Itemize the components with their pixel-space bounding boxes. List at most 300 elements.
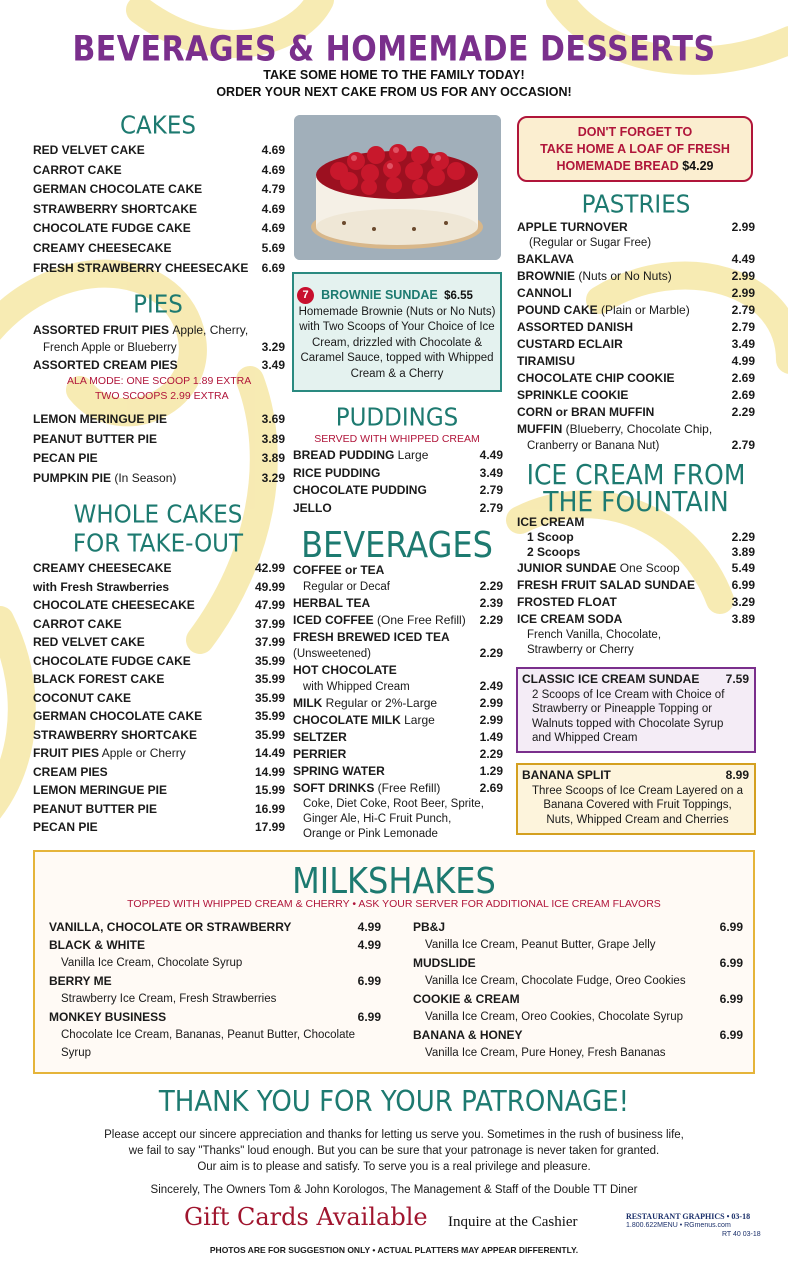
item-name-wrap xyxy=(517,370,675,387)
item-name-wrap xyxy=(33,259,248,279)
milkshake-desc: Vanilla Ice Cream, Chocolate Syrup xyxy=(61,957,243,969)
milkshake-item xyxy=(413,1026,743,1044)
bread-line-2: TAKE HOME A LOAF OF FRESH xyxy=(540,142,730,156)
item-price: 4.99 xyxy=(731,354,755,368)
brownie-price: $6.55 xyxy=(444,290,473,302)
list-item xyxy=(33,781,285,800)
item-note: (In Season) xyxy=(111,470,177,485)
milkshake-item xyxy=(49,1008,381,1026)
item-name-wrap xyxy=(33,763,108,782)
ala-mode-note: ALA MODE: ONE SCOOP 1.89 EXTRA xyxy=(67,375,252,387)
item-name: STRAWBERRY SHORTCAKE xyxy=(33,201,198,216)
printer-contact: 1.800.622MENU • RGmenus.com xyxy=(626,1222,731,1229)
list-item xyxy=(293,712,503,729)
item-note: Apple or Cherry xyxy=(99,746,186,760)
item-price: 4.69 xyxy=(261,143,285,157)
pastries-heading: PASTRIES xyxy=(581,190,691,220)
item-price: 1.49 xyxy=(479,730,503,744)
item-price: 14.49 xyxy=(254,746,285,760)
list-item xyxy=(33,689,285,708)
item-name-wrap xyxy=(33,180,202,200)
item-name-wrap xyxy=(517,319,633,336)
list-item xyxy=(293,482,503,500)
item-name: MUFFIN xyxy=(517,422,563,436)
item-name-wrap xyxy=(33,818,98,837)
item-note: Large xyxy=(400,713,435,727)
list-item xyxy=(33,652,285,671)
thank-you-heading: THANK YOU FOR YOUR PATRONAGE! xyxy=(158,1085,630,1119)
puddings-heading: PUDDINGS xyxy=(335,403,459,433)
list-item xyxy=(33,670,285,689)
milkshake-item xyxy=(413,954,743,972)
item-price: 2.99 xyxy=(731,220,755,234)
pies-list xyxy=(33,322,285,488)
item-name: BROWNIE xyxy=(517,269,575,283)
header-line-2: ORDER YOUR NEXT CAKE FROM US FOR ANY OCCASION! xyxy=(216,85,572,99)
item-price: 35.99 xyxy=(254,672,285,686)
list-item xyxy=(33,615,285,634)
list-item xyxy=(517,545,755,560)
item-price: 2.29 xyxy=(479,747,503,761)
item-name-wrap xyxy=(293,447,428,465)
item-price: 2.29 xyxy=(731,405,755,419)
list-item xyxy=(293,465,503,483)
item-price: 2.49 xyxy=(479,679,503,693)
header-line-1: TAKE SOME HOME TO THE FAMILY TODAY! xyxy=(263,68,525,82)
list-item xyxy=(33,559,285,578)
item-price: 2.69 xyxy=(731,388,755,402)
milkshake-price: 4.99 xyxy=(357,938,381,952)
item-name: CREAMY CHEESECAKE xyxy=(33,561,172,575)
list-item xyxy=(293,578,503,595)
milkshake-item xyxy=(413,990,743,1008)
list-item xyxy=(517,421,755,437)
gift-cards-heading: Gift Cards Available xyxy=(184,1203,428,1231)
banana-split-box xyxy=(516,763,756,835)
item-price: 35.99 xyxy=(254,709,285,723)
list-item xyxy=(293,447,503,465)
item-name-wrap xyxy=(517,353,575,370)
item-price: 2.79 xyxy=(731,303,755,317)
list-item xyxy=(517,594,755,611)
item-name: COFFEE or TEA xyxy=(293,563,385,577)
item-price: 3.49 xyxy=(479,465,503,480)
milkshake-name: MONKEY BUSINESS xyxy=(49,1010,167,1024)
item-name-wrap xyxy=(33,596,195,615)
item-note: (Free Refill) xyxy=(374,781,441,795)
item-note: with Whipped Cream xyxy=(303,681,410,693)
whole-cakes-heading-2: FOR TAKE-OUT xyxy=(72,529,244,559)
item-price: 35.99 xyxy=(254,690,285,705)
brownie-sundae-box xyxy=(292,272,502,392)
bread-callout xyxy=(517,116,753,182)
pies-heading: PIES xyxy=(133,290,183,320)
item-name-wrap xyxy=(293,482,427,500)
item-name-wrap xyxy=(33,707,202,726)
milkshake-desc: Vanilla Ice Cream, Peanut Butter, Grape Jelly xyxy=(425,939,656,951)
list-item xyxy=(293,500,503,518)
milkshake-desc: Strawberry Ice Cream, Fresh Strawberries xyxy=(61,993,277,1005)
item-name-wrap xyxy=(33,578,169,597)
item-name: TIRAMISU xyxy=(517,354,575,368)
list-item xyxy=(33,430,285,450)
bread-line-3: HOMEMADE BREAD xyxy=(556,159,679,173)
thank-you-line-1: Please accept our sincere appreciation and thanks for letting us serve you. Sometimes in the rush of business life, xyxy=(104,1129,684,1141)
item-name-wrap xyxy=(517,251,574,268)
item-note: (Plain or Marble) xyxy=(597,303,690,317)
item-price: 3.49 xyxy=(261,358,285,372)
list-item xyxy=(517,611,755,628)
item-name: ASSORTED CREAM PIES xyxy=(33,358,178,372)
list-item xyxy=(33,219,285,239)
two-scoops-note: TWO SCOOPS 2.99 EXTRA xyxy=(95,390,229,402)
list-item xyxy=(33,239,285,259)
item-price: 4.69 xyxy=(261,201,285,216)
milkshake-item xyxy=(49,972,381,990)
list-item xyxy=(33,469,285,489)
page-title: BEVERAGES & HOMEMADE DESSERTS xyxy=(72,29,716,70)
milkshake-desc: Chocolate Ice Cream, Bananas, Peanut Butter, Chocolate Syrup xyxy=(61,1029,356,1059)
list-item xyxy=(517,251,755,268)
list-item xyxy=(293,595,503,612)
item-name: CHOCOLATE CHIP COOKIE xyxy=(517,371,675,385)
item-name: CARROT CAKE xyxy=(33,162,122,177)
item-note: Large xyxy=(394,448,429,462)
pastries-list xyxy=(517,219,755,454)
list-item xyxy=(517,387,755,404)
item-price: 3.69 xyxy=(261,412,285,426)
item-name: CHOCOLATE CHEESECAKE xyxy=(33,598,195,612)
item-name: BAKLAVA xyxy=(517,252,574,266)
item-note: Apple, Cherry, xyxy=(172,323,249,337)
milkshake-desc: Vanilla Ice Cream, Chocolate Fudge, Oreo Cookies xyxy=(425,975,686,987)
classic-title: CLASSIC ICE CREAM SUNDAE xyxy=(522,672,700,686)
list-item xyxy=(33,180,285,200)
item-name: POUND CAKE xyxy=(517,303,598,317)
item-price: 4.79 xyxy=(261,182,285,197)
whole-cakes-heading: WHOLE CAKES xyxy=(73,500,243,530)
item-price: 42.99 xyxy=(254,561,285,575)
item-name: 2 Scoops xyxy=(527,545,581,559)
milkshake-name: BLACK & WHITE xyxy=(49,938,145,952)
item-price: 2.99 xyxy=(731,269,755,283)
item-name: LEMON MERINGUE PIE xyxy=(33,783,168,797)
gift-cards-sub: Inquire at the Cashier xyxy=(448,1214,578,1230)
soft-drinks-sub-2: Ginger Ale, Hi-C Fruit Punch, xyxy=(303,813,452,825)
milkshakes-right-column xyxy=(413,918,743,1062)
list-item xyxy=(517,336,755,353)
item-name: MILK xyxy=(293,696,323,710)
list-item xyxy=(517,577,755,594)
list-item xyxy=(517,437,755,454)
thank-you-line-2: we fail to say "Thanks" loud enough. But you can be sure that your patronage is never taken for granted. xyxy=(128,1145,660,1157)
milkshakes-note: TOPPED WITH WHIPPED CREAM & CHERRY • ASK YOUR SERVER FOR ADDITIONAL ICE CREAM FLAVORS xyxy=(127,898,661,910)
item-price: 4.49 xyxy=(731,252,755,266)
list-item xyxy=(517,404,755,421)
list-item xyxy=(33,339,285,356)
list-item xyxy=(517,285,755,302)
list-item xyxy=(293,645,503,662)
list-item xyxy=(33,578,285,597)
item-price: 35.99 xyxy=(254,727,285,742)
milkshake-name: VANILLA, CHOCOLATE OR STRAWBERRY xyxy=(49,920,292,934)
list-item xyxy=(293,678,503,695)
item-name-wrap xyxy=(517,404,654,421)
thank-you-body xyxy=(40,1127,748,1175)
milkshake-price: 6.99 xyxy=(719,956,743,970)
cheesecake-photo xyxy=(294,115,501,260)
list-item xyxy=(33,141,285,161)
list-item xyxy=(293,729,503,746)
brownie-desc: Homemade Brownie (Nuts or No Nuts) with Two Scoops of Your Choice of Ice Cream, drizzled with Chocolate & Caramel Sauce, topped with Whipped Cream & a Cherry xyxy=(298,305,496,380)
milkshake-name: MUDSLIDE xyxy=(413,956,476,970)
soft-drinks-sub-1: Coke, Diet Coke, Root Beer, Sprite, xyxy=(303,798,484,810)
printer-code: RT 40 03-18 xyxy=(722,1231,761,1238)
item-price: 37.99 xyxy=(254,616,285,631)
list-item xyxy=(293,629,503,645)
item-price: 2.29 xyxy=(479,613,503,627)
thank-you-line-3: Our aim is to please and satisfy. To serve you is a real privilege and pleasure. xyxy=(197,1161,591,1173)
number-seven-badge-icon: 7 xyxy=(297,287,314,304)
banana-title: BANANA SPLIT xyxy=(522,768,611,782)
list-item xyxy=(517,268,755,285)
item-name-wrap xyxy=(517,336,623,353)
item-price: 2.99 xyxy=(479,696,503,710)
item-name: PECAN PIE xyxy=(33,451,98,466)
item-name: ICE CREAM SODA xyxy=(517,612,623,626)
milkshake-name: PB&J xyxy=(413,920,446,934)
item-name: PECAN PIE xyxy=(33,820,98,834)
item-note: One Scoop xyxy=(616,561,680,575)
item-price: 6.99 xyxy=(731,578,755,592)
item-name-wrap xyxy=(33,800,157,819)
item-name: SELTZER xyxy=(293,730,347,744)
list-item xyxy=(33,744,285,763)
list-item xyxy=(517,514,755,530)
milkshake-desc: Vanilla Ice Cream, Oreo Cookies, Chocolate Syrup xyxy=(425,1011,684,1023)
item-name: FRESH STRAWBERRY CHEESECAKE xyxy=(33,260,249,275)
soda-sub-2: Strawberry or Cherry xyxy=(527,644,634,656)
puddings-note: SERVED WITH WHIPPED CREAM xyxy=(314,433,480,445)
item-price: 2.69 xyxy=(479,781,503,795)
item-name: RED VELVET CAKE xyxy=(33,635,145,649)
list-item xyxy=(33,763,285,782)
item-name-wrap xyxy=(33,744,186,763)
item-name: PEANUT BUTTER PIE xyxy=(33,801,158,816)
milkshake-desc: Vanilla Ice Cream, Pure Honey, Fresh Bananas xyxy=(425,1047,666,1059)
beverages-list xyxy=(293,562,503,842)
list-item xyxy=(517,370,755,387)
list-item xyxy=(33,449,285,469)
list-item xyxy=(293,746,503,763)
list-item xyxy=(33,259,285,279)
item-note: (Blueberry, Chocolate Chip, xyxy=(562,422,713,436)
milkshake-item xyxy=(413,918,743,936)
item-price: 1.29 xyxy=(479,764,503,778)
item-name-wrap xyxy=(33,200,197,220)
soda-sub-1: French Vanilla, Chocolate, xyxy=(527,629,662,641)
item-price: 2.99 xyxy=(731,286,755,300)
item-price: 5.49 xyxy=(731,561,755,575)
item-name: CREAMY CHEESECAKE xyxy=(33,240,172,255)
item-name: BREAD PUDDING xyxy=(293,448,395,462)
list-item xyxy=(33,800,285,819)
item-name: GERMAN CHOCOLATE CAKE xyxy=(33,709,203,723)
list-item xyxy=(33,818,285,837)
item-name: 1 Scoop xyxy=(527,530,574,544)
item-price: 14.99 xyxy=(254,764,285,779)
item-name: ICE CREAM xyxy=(517,515,585,529)
item-price: 3.89 xyxy=(261,451,285,466)
item-name: CHOCOLATE PUDDING xyxy=(293,483,427,497)
item-price: 2.29 xyxy=(479,646,503,660)
classic-desc: 2 Scoops of Ice Cream with Choice of Strawberry or Pineapple Topping or Walnuts topped with Chocolate Syrup and Whipped Cream xyxy=(532,688,725,744)
milkshake-item xyxy=(49,918,381,936)
item-name-wrap xyxy=(33,141,145,161)
list-item xyxy=(33,707,285,726)
list-item xyxy=(517,302,755,319)
beverages-heading: BEVERAGES xyxy=(301,524,493,566)
classic-price: 7.59 xyxy=(725,672,749,686)
item-name-wrap xyxy=(33,633,145,652)
list-item xyxy=(33,356,285,374)
item-name-wrap xyxy=(293,500,332,518)
printer-logo: RESTAURANT GRAPHICS • 03-18 xyxy=(626,1212,751,1221)
list-item xyxy=(293,662,503,678)
photo-disclaimer: PHOTOS ARE FOR SUGGESTION ONLY • ACTUAL PLATTERS MAY APPEAR DIFFERENTLY. xyxy=(209,1245,579,1255)
item-price: 2.29 xyxy=(731,530,755,544)
item-name: FRUIT PIES xyxy=(33,746,100,760)
item-name-wrap xyxy=(33,781,167,800)
item-name: SPRINKLE COOKIE xyxy=(517,388,629,402)
item-name-wrap xyxy=(517,302,690,319)
soft-drinks-sub-3: Orange or Pink Lemonade xyxy=(303,828,438,840)
item-name: APPLE TURNOVER xyxy=(517,220,628,234)
classic-sundae-box xyxy=(516,667,756,753)
item-name: ASSORTED FRUIT PIES xyxy=(33,323,170,337)
milkshakes-heading: MILKSHAKES xyxy=(292,860,496,902)
item-name: ASSORTED DANISH xyxy=(517,320,634,334)
item-name: BLACK FOREST CAKE xyxy=(33,672,165,686)
item-price: 35.99 xyxy=(254,653,285,668)
item-name: SPRING WATER xyxy=(293,764,385,778)
item-name: STRAWBERRY SHORTCAKE xyxy=(33,727,198,742)
item-name: CREAM PIES xyxy=(33,764,108,779)
item-price: 3.49 xyxy=(731,337,755,351)
item-note: French Apple or Blueberry xyxy=(43,342,177,354)
item-price: 49.99 xyxy=(254,579,285,594)
list-item xyxy=(33,322,285,339)
item-name: COCONUT CAKE xyxy=(33,690,131,705)
item-name: PEANUT BUTTER PIE xyxy=(33,431,158,446)
item-name: CHOCOLATE FUDGE CAKE xyxy=(33,221,191,236)
item-name: HOT CHOCOLATE xyxy=(293,663,397,677)
list-item xyxy=(33,410,285,430)
milkshake-name: BANANA & HONEY xyxy=(413,1028,523,1042)
item-name-wrap xyxy=(517,268,672,285)
item-name: FRESH BREWED ICED TEA xyxy=(293,630,450,644)
list-item xyxy=(33,633,285,652)
item-price: 37.99 xyxy=(254,635,285,649)
list-item xyxy=(293,780,503,797)
item-name-wrap xyxy=(33,726,197,745)
list-item xyxy=(293,562,503,578)
item-note: (Unsweetened) xyxy=(293,648,371,660)
item-name-wrap xyxy=(33,670,164,689)
item-price: 6.69 xyxy=(261,260,285,275)
item-note: (One Free Refill) xyxy=(373,613,466,627)
ice-cream-heading: ICE CREAM FROM xyxy=(526,458,746,491)
item-name: RICE PUDDING xyxy=(293,465,381,480)
item-name: LEMON MERINGUE PIE xyxy=(33,412,168,426)
item-name: FRESH FRUIT SALAD SUNDAE xyxy=(517,578,696,592)
banana-price: 8.99 xyxy=(725,768,749,782)
item-price: 3.89 xyxy=(731,612,755,626)
item-price: 3.29 xyxy=(261,340,285,354)
milkshakes-box xyxy=(33,850,755,1074)
puddings-list xyxy=(293,447,503,517)
milkshake-price: 6.99 xyxy=(719,1028,743,1042)
item-price: 2.79 xyxy=(731,320,755,334)
item-price: 2.79 xyxy=(479,500,503,515)
item-name: CANNOLI xyxy=(517,286,572,300)
item-name-wrap xyxy=(33,410,167,430)
item-name: HERBAL TEA xyxy=(293,596,371,610)
item-price: 2.79 xyxy=(479,483,503,497)
milkshake-name: BERRY ME xyxy=(49,974,112,988)
item-price: 3.29 xyxy=(731,595,755,609)
list-item xyxy=(517,353,755,370)
item-name: with Fresh Strawberries xyxy=(33,579,170,594)
milkshake-name: COOKIE & CREAM xyxy=(413,992,520,1006)
bread-price: $4.29 xyxy=(682,159,714,173)
milkshakes-left-column xyxy=(49,918,381,1062)
item-name: CHOCOLATE FUDGE CAKE xyxy=(33,653,191,668)
item-name-wrap xyxy=(33,615,122,634)
list-item xyxy=(33,161,285,181)
item-price: 4.69 xyxy=(261,221,285,236)
item-name: GERMAN CHOCOLATE CAKE xyxy=(33,182,203,197)
list-item xyxy=(33,596,285,615)
banana-desc: Three Scoops of Ice Cream Layered on a Banana Covered with Fruit Toppings, Nuts, Whipped Cream and Cherries xyxy=(532,784,743,826)
item-price: 2.29 xyxy=(479,579,503,593)
milkshake-price: 6.99 xyxy=(719,920,743,934)
item-name: RED VELVET CAKE xyxy=(33,143,145,157)
item-name: JELLO xyxy=(293,500,332,515)
item-note: Regular or Decaf xyxy=(303,581,390,593)
item-name-wrap xyxy=(33,219,191,239)
item-name: ICED COFFEE xyxy=(293,613,374,627)
list-item xyxy=(517,219,755,235)
item-price: 2.79 xyxy=(731,438,755,452)
list-item xyxy=(33,726,285,745)
item-note: Cranberry or Banana Nut) xyxy=(527,440,660,452)
ice-cream-list xyxy=(517,514,755,658)
list-item xyxy=(293,612,503,629)
item-price: 15.99 xyxy=(254,783,285,797)
item-price: 2.99 xyxy=(479,713,503,727)
item-name-wrap xyxy=(33,689,131,708)
item-price: 3.89 xyxy=(261,431,285,446)
item-name: CORN or BRAN MUFFIN xyxy=(517,405,655,419)
item-price: 16.99 xyxy=(254,801,285,816)
item-price: 3.89 xyxy=(731,545,755,559)
milkshake-item xyxy=(49,936,381,954)
whole-cakes-list xyxy=(33,559,285,837)
item-price: 5.69 xyxy=(261,240,285,255)
item-price: 2.69 xyxy=(731,371,755,385)
brownie-title: BROWNIE SUNDAE xyxy=(321,288,438,302)
